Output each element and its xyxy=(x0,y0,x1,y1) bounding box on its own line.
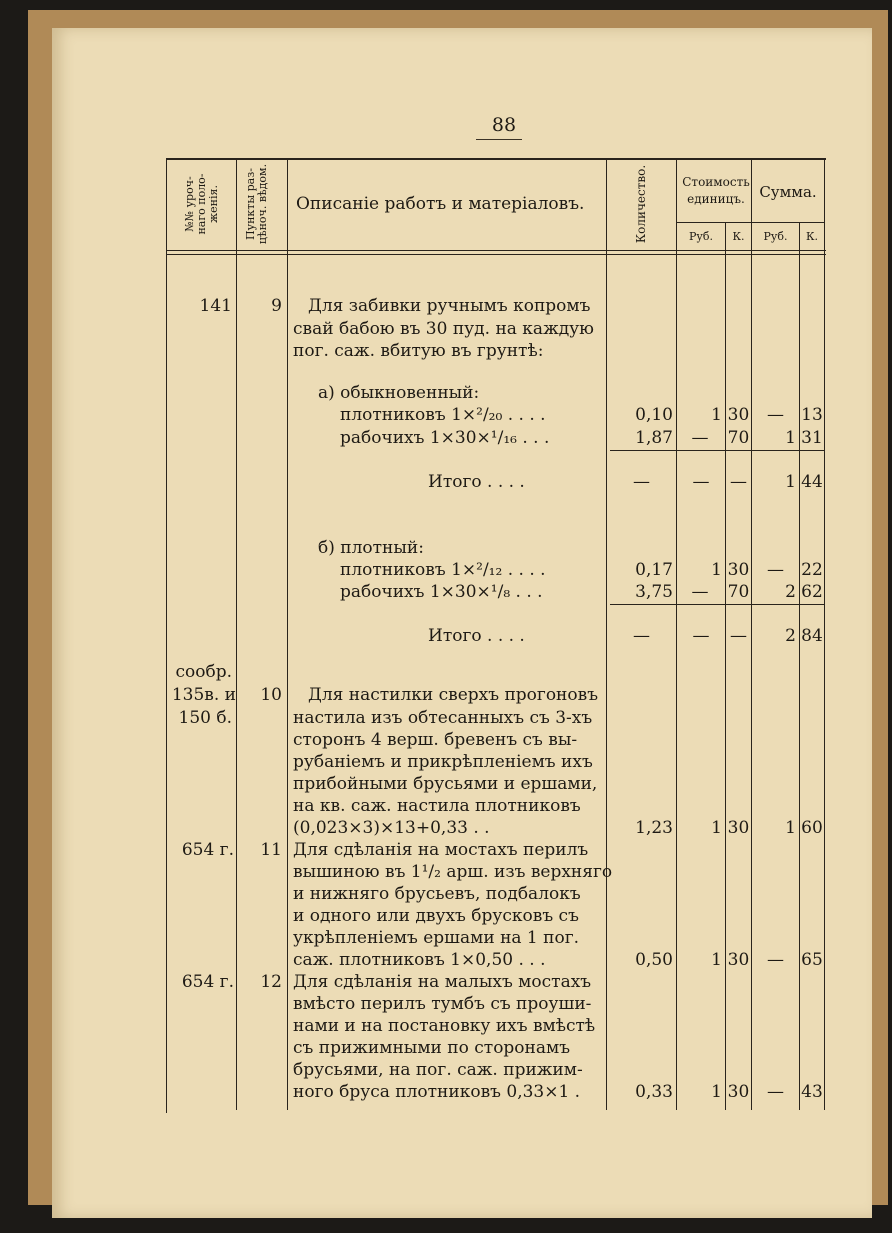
entry-141-a1-sum-rub: — xyxy=(767,405,784,425)
entry-141-line1: Для забивки ручнымъ копромъ xyxy=(308,296,591,316)
entry-141-b2-unit-kop: 70 xyxy=(727,582,750,602)
entry-141-a-total-qty: — xyxy=(633,472,650,492)
entry-135-sum-kop: 60 xyxy=(801,818,823,838)
entry-654-12-location: 654 г. xyxy=(181,972,234,992)
entry-135-location-line1: сообр. xyxy=(175,662,232,682)
entry-135-line3: сторонъ 4 верш. бревенъ съ вы- xyxy=(293,730,578,750)
column-divider-unit-rub xyxy=(725,222,726,1110)
entry-654-12-unit-kop: 30 xyxy=(727,1082,750,1102)
table-header-rule xyxy=(166,250,826,251)
column-divider-points xyxy=(287,160,288,1110)
column-divider-location xyxy=(236,160,237,1110)
entry-141-a2-sum-kop: 31 xyxy=(801,428,823,448)
entry-141-b-total-unit-kop: — xyxy=(730,626,747,646)
entry-141-a2-text: рабочихъ 1×30×¹/₁₆ . . . xyxy=(340,428,550,448)
entry-654-11-line5: укрѣпленіемъ ершами на 1 пог. xyxy=(293,928,580,948)
unit-cost-subheader-rule xyxy=(676,222,824,223)
entry-654-12-sum-kop: 43 xyxy=(801,1082,823,1102)
page-number: 88 xyxy=(491,114,517,136)
entry-141-b2-text: рабочихъ 1×30×¹/₈ . . . xyxy=(340,582,543,602)
entry-141-a1-unit-kop: 30 xyxy=(727,405,750,425)
entry-654-11-qty: 0,50 xyxy=(635,950,673,970)
entry-135-unit-rub: 1 xyxy=(711,818,722,838)
entry-654-12-line2: вмѣсто перилъ тумбъ съ проуши- xyxy=(293,994,592,1014)
entry-141-a-total-label: Итого . . . . xyxy=(428,472,525,492)
entry-654-12-line6: ного бруса плотниковъ 0,33×1 . xyxy=(293,1082,581,1102)
entry-654-11-line3: и нижняго брусьевъ, подбалокъ xyxy=(293,884,581,904)
entry-654-11-location: 654 г. xyxy=(181,840,234,860)
entry-141-a2-sum-rub: 1 xyxy=(785,428,796,448)
entry-141-line2: свай бабою въ 30 пуд. на каждую xyxy=(293,319,594,339)
entry-135-unit-kop: 30 xyxy=(727,818,750,838)
entry-135-line6: на кв. саж. настила плотниковъ xyxy=(293,796,581,816)
entry-135-line1: Для настилки сверхъ прогоновъ xyxy=(308,685,599,705)
entry-141-a1-qty: 0,10 xyxy=(635,405,673,425)
page-number-rule xyxy=(476,139,522,140)
entry-141-a-total-rule xyxy=(610,450,824,451)
column-divider-sum-rub xyxy=(799,222,800,1110)
entry-654-12-qty: 0,33 xyxy=(635,1082,673,1102)
entry-141-b-total-sum-rub: 2 xyxy=(785,626,796,646)
entry-141-a1-unit-rub: 1 xyxy=(711,405,722,425)
entry-135-line5: прибойными брусьями и ершами, xyxy=(293,774,598,794)
entry-141-b1-text: плотниковъ 1×²/₁₂ . . . . xyxy=(340,560,546,580)
entry-654-12-line4: съ прижимными по сторонамъ xyxy=(293,1038,571,1058)
entry-141-a1-text: плотниковъ 1×²/₂₀ . . . . xyxy=(340,405,546,425)
entry-135-line2: настила изъ обтесанныхъ съ 3-хъ xyxy=(293,708,593,728)
header-points-line1: Пункты раз- xyxy=(244,168,257,240)
entry-654-12-unit-rub: 1 xyxy=(711,1082,722,1102)
entry-135-sum-rub: 1 xyxy=(785,818,796,838)
entry-135-location-line2: 135в. и xyxy=(171,685,236,705)
entry-654-11-unit-rub: 1 xyxy=(711,950,722,970)
entry-141-location: 141 xyxy=(199,296,232,316)
column-divider-description xyxy=(606,160,607,1110)
entry-654-12-line1: Для сдѣланія на малыхъ мостахъ xyxy=(293,972,592,992)
header-unit-kop: К. xyxy=(732,230,745,243)
entry-654-11-unit-kop: 30 xyxy=(727,950,750,970)
table-right-border xyxy=(824,158,825,1110)
entry-141-a2-unit-kop: 70 xyxy=(727,428,750,448)
header-unit-cost-line2: единицъ. xyxy=(687,192,745,206)
entry-141-line3: пог. саж. вбитую въ грунтѣ: xyxy=(293,341,544,361)
entry-654-12-line3: нами и на постановку ихъ вмѣстѣ xyxy=(293,1016,596,1036)
entry-141-a-total-unit-kop: — xyxy=(730,472,747,492)
entry-141-b-total-unit-rub: — xyxy=(692,626,710,646)
header-unit-rub: Руб. xyxy=(689,230,713,243)
entry-141-b-total-qty: — xyxy=(633,626,650,646)
entry-135-line7: (0,023×3)×13+0,33 . . xyxy=(293,818,490,838)
entry-141-b2-sum-rub: 2 xyxy=(785,582,796,602)
entry-654-11-sum-kop: 65 xyxy=(801,950,823,970)
entry-141-b1-unit-rub: 1 xyxy=(711,560,722,580)
entry-141-b-total-label: Итого . . . . xyxy=(428,626,525,646)
header-sum-kop: К. xyxy=(805,230,818,243)
entry-141-b2-unit-rub: — xyxy=(691,582,709,602)
entry-141-a-total-unit-rub: — xyxy=(692,472,710,492)
entry-654-11-point: 11 xyxy=(260,840,282,860)
header-location-line2: наго поло- xyxy=(195,173,208,235)
entry-654-12-sum-rub: — xyxy=(767,1082,784,1102)
entry-141-a-title: а) обыкновенный: xyxy=(318,383,480,403)
header-quantity: Количество. xyxy=(634,164,648,244)
entry-141-a1-sum-kop: 13 xyxy=(801,405,823,425)
entry-135-line4: рубаніемъ и прикрѣпленіемъ ихъ xyxy=(293,752,593,772)
entry-141-b1-unit-kop: 30 xyxy=(727,560,750,580)
entry-141-a-total-sum-rub: 1 xyxy=(785,472,796,492)
entry-141-b2-qty: 3,75 xyxy=(635,582,673,602)
column-divider-quantity xyxy=(676,160,677,1110)
header-points-line2: цѣноч. вѣдом. xyxy=(256,163,269,245)
entry-141-a2-qty: 1,87 xyxy=(635,428,673,448)
entry-141-b1-sum-kop: 22 xyxy=(801,560,823,580)
entry-141-a-total-sum-kop: 44 xyxy=(801,472,823,492)
header-unit-cost-line1: Стоимость xyxy=(682,175,750,189)
header-location-line1: №№ уроч- xyxy=(183,176,196,232)
entry-654-12-line5: брусьями, на пог. саж. прижим- xyxy=(293,1060,583,1080)
table-header-rule-2 xyxy=(166,254,826,255)
entry-141-b-total-sum-kop: 84 xyxy=(801,626,823,646)
header-sum-rub: Руб. xyxy=(763,230,788,243)
entry-141-b1-sum-rub: — xyxy=(767,560,784,580)
entry-141-point: 9 xyxy=(271,296,282,316)
entry-135-qty: 1,23 xyxy=(635,818,673,838)
header-location-line3: женія. xyxy=(207,185,220,223)
entry-141-b-title: б) плотный: xyxy=(318,538,424,558)
header-description: Описаніе работъ и матеріаловъ. xyxy=(296,194,585,214)
entry-654-11-line6: саж. плотниковъ 1×0,50 . . . xyxy=(293,950,546,970)
entry-141-b-total-rule xyxy=(610,604,824,605)
entry-654-11-line2: вышиною въ 1¹/₂ арш. изъ верхняго xyxy=(293,862,613,882)
entry-654-11-line4: и одного или двухъ брусковъ съ xyxy=(293,906,579,926)
entry-654-12-point: 12 xyxy=(260,972,282,992)
header-sum: Сумма. xyxy=(759,183,817,201)
entry-141-a2-unit-rub: — xyxy=(691,428,709,448)
entry-135-point: 10 xyxy=(260,685,282,705)
entry-141-b1-qty: 0,17 xyxy=(635,560,673,580)
entry-141-b2-sum-kop: 62 xyxy=(801,582,823,602)
table-left-border xyxy=(166,158,167,1113)
entry-654-11-sum-rub: — xyxy=(767,950,784,970)
entry-654-11-line1: Для сдѣланія на мостахъ перилъ xyxy=(293,840,589,860)
entry-135-location-line3: 150 б. xyxy=(178,708,232,728)
